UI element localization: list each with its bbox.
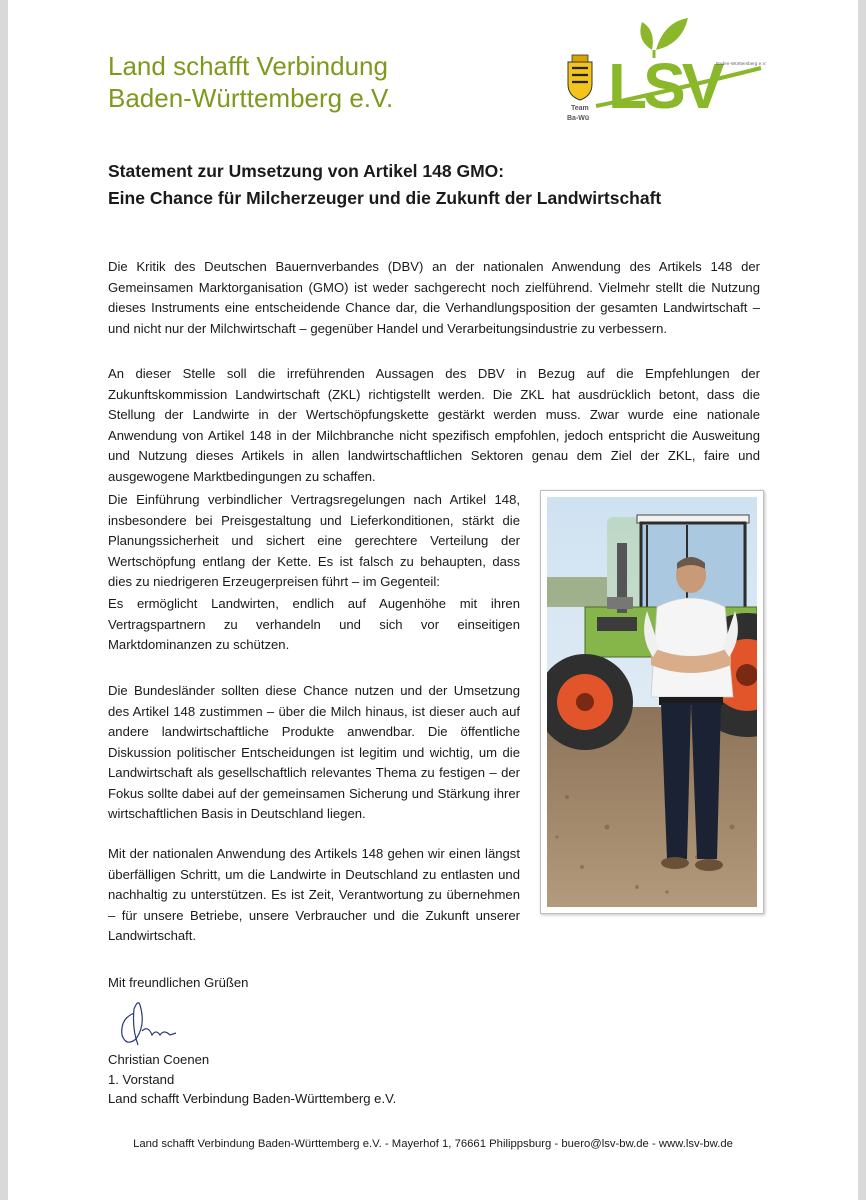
statement-headline bbox=[108, 158, 768, 212]
paragraph-4: Es ermöglicht Landwirten, endlich auf Augenhöhe mit ihren Vertragspartnern zu verhandeln und sich vor einseitigen Marktdominanzen zu schützen. bbox=[108, 596, 520, 652]
organization-name-heading bbox=[108, 50, 393, 114]
signer-block bbox=[108, 1050, 396, 1109]
paragraph-2: An dieser Stelle soll die irreführenden Aussagen des DBV in Bezug auf die Empfehlungen der Zukunftskommission Landwirtschaft (ZKL) richtigstellt werden. Die ZKL hat ausdrücklich betont, dass die Stellung der Landwirte in der Wertschöpfungskette gestärkt werden muss. Zwar wurde eine nationale Anwendung von Artikel 148 in der Milchbranche nicht spezifisch empfohlen, jedoch entspricht die Ausweitung und Nutzung dieses Artikels in allen landwirtschaftlichen Sektoren genau dem Ziel der ZKL, faire und ausgewogene Marktbedingungen zu schaffen. bbox=[108, 366, 760, 484]
closing-greeting: Mit freundlichen Grüßen bbox=[108, 975, 249, 990]
leaf-right-icon bbox=[656, 18, 688, 50]
headline-line2: Eine Chance für Milcherzeuger und die Zukunft der Landwirtschaft bbox=[108, 188, 662, 208]
lsv-logo bbox=[556, 10, 766, 135]
signer-name: Christian Coenen bbox=[108, 1052, 210, 1067]
logo-wordmark: LSV bbox=[608, 50, 721, 122]
paragraph-1: Die Kritik des Deutschen Bauernverbandes (DBV) an der nationalen Anwendung des Artikels 148 der Gemeinsamen Marktorganisation (GMO) ist weder sachgerecht noch zielführend. Vielmehr stellt die Nutzung dieses Instruments eine entscheidende Chance dar, die Verhandlungsposition der gesamten Landwirtschaft – und nicht nur der Milchwirtschaft – gegenüber Handel und Verarbeitungsindustrie zu verbessern. bbox=[108, 259, 760, 336]
page-footer: Land schafft Verbindung Baden-Württemberg e.V. - Mayerhof 1, 76661 Philippsburg - buero@lsv-bw.de - www.lsv-bw.de bbox=[133, 1138, 733, 1150]
farmer-tractor-photo bbox=[540, 490, 764, 914]
logo-region-label: Ba-Wü bbox=[567, 115, 590, 122]
paragraph-6: Mit der nationalen Anwendung des Artikels 148 gehen wir einen längst überfälligen Schritt, um die Landwirte in Deutschland zu entlasten und nachhaltig zu unterstützen. Es ist Zeit, Verantwortung zu übernehmen – für unsere Betriebe, unsere Verbraucher und die Zukunft unserer Landwirtschaft. bbox=[108, 846, 520, 943]
signer-organization: Land schafft Verbindung Baden-Württemberg e.V. bbox=[108, 1091, 397, 1106]
logo-team-label: Team bbox=[571, 105, 589, 112]
headline-line1: Statement zur Umsetzung von Artikel 148 GMO: bbox=[108, 161, 505, 181]
paragraph-5: Die Bundesländer sollten diese Chance nutzen und der Umsetzung des Artikel 148 zustimmen – über die Milch hinaus, ist dieser auch auf andere landwirtschaftliche Produkte anwendbar. Die öffentliche Diskussion politischer Entscheidungen ist legitim und wichtig, um die Landwirtschaft als gesellschaftlich relevantes Thema zu festigen – der Fokus sollte dabei auf der gemeinsamen Sicherung und Stärkung ihrer wirtschaftlichen Basis in Deutschland liegen. bbox=[108, 683, 520, 821]
signer-role: 1. Vorstand bbox=[108, 1071, 175, 1087]
coat-of-arms-icon bbox=[568, 55, 592, 100]
letter-page bbox=[8, 0, 858, 1200]
paragraph-3: Die Einführung verbindlicher Vertragsregelungen nach Artikel 148, insbesondere bei Preisgestaltung und Lieferkonditionen, stärkt die Planungssicherheit und sichert eine gerechtere Verteilung der Wertschöpfung entlang der Kette. Es ist falsch zu behaupten, dass dies zu niedrigeren Erzeugerpreisen führt – im Gegenteil: bbox=[108, 492, 520, 589]
org-name-line2: Baden-Württemberg e.V. bbox=[108, 83, 394, 113]
org-name-line1: Land schafft Verbindung bbox=[108, 51, 388, 81]
handwritten-signature bbox=[112, 995, 182, 1051]
leaf-left-icon bbox=[640, 22, 653, 50]
logo-small-text: Baden-Württemberg e.V. bbox=[716, 61, 766, 66]
